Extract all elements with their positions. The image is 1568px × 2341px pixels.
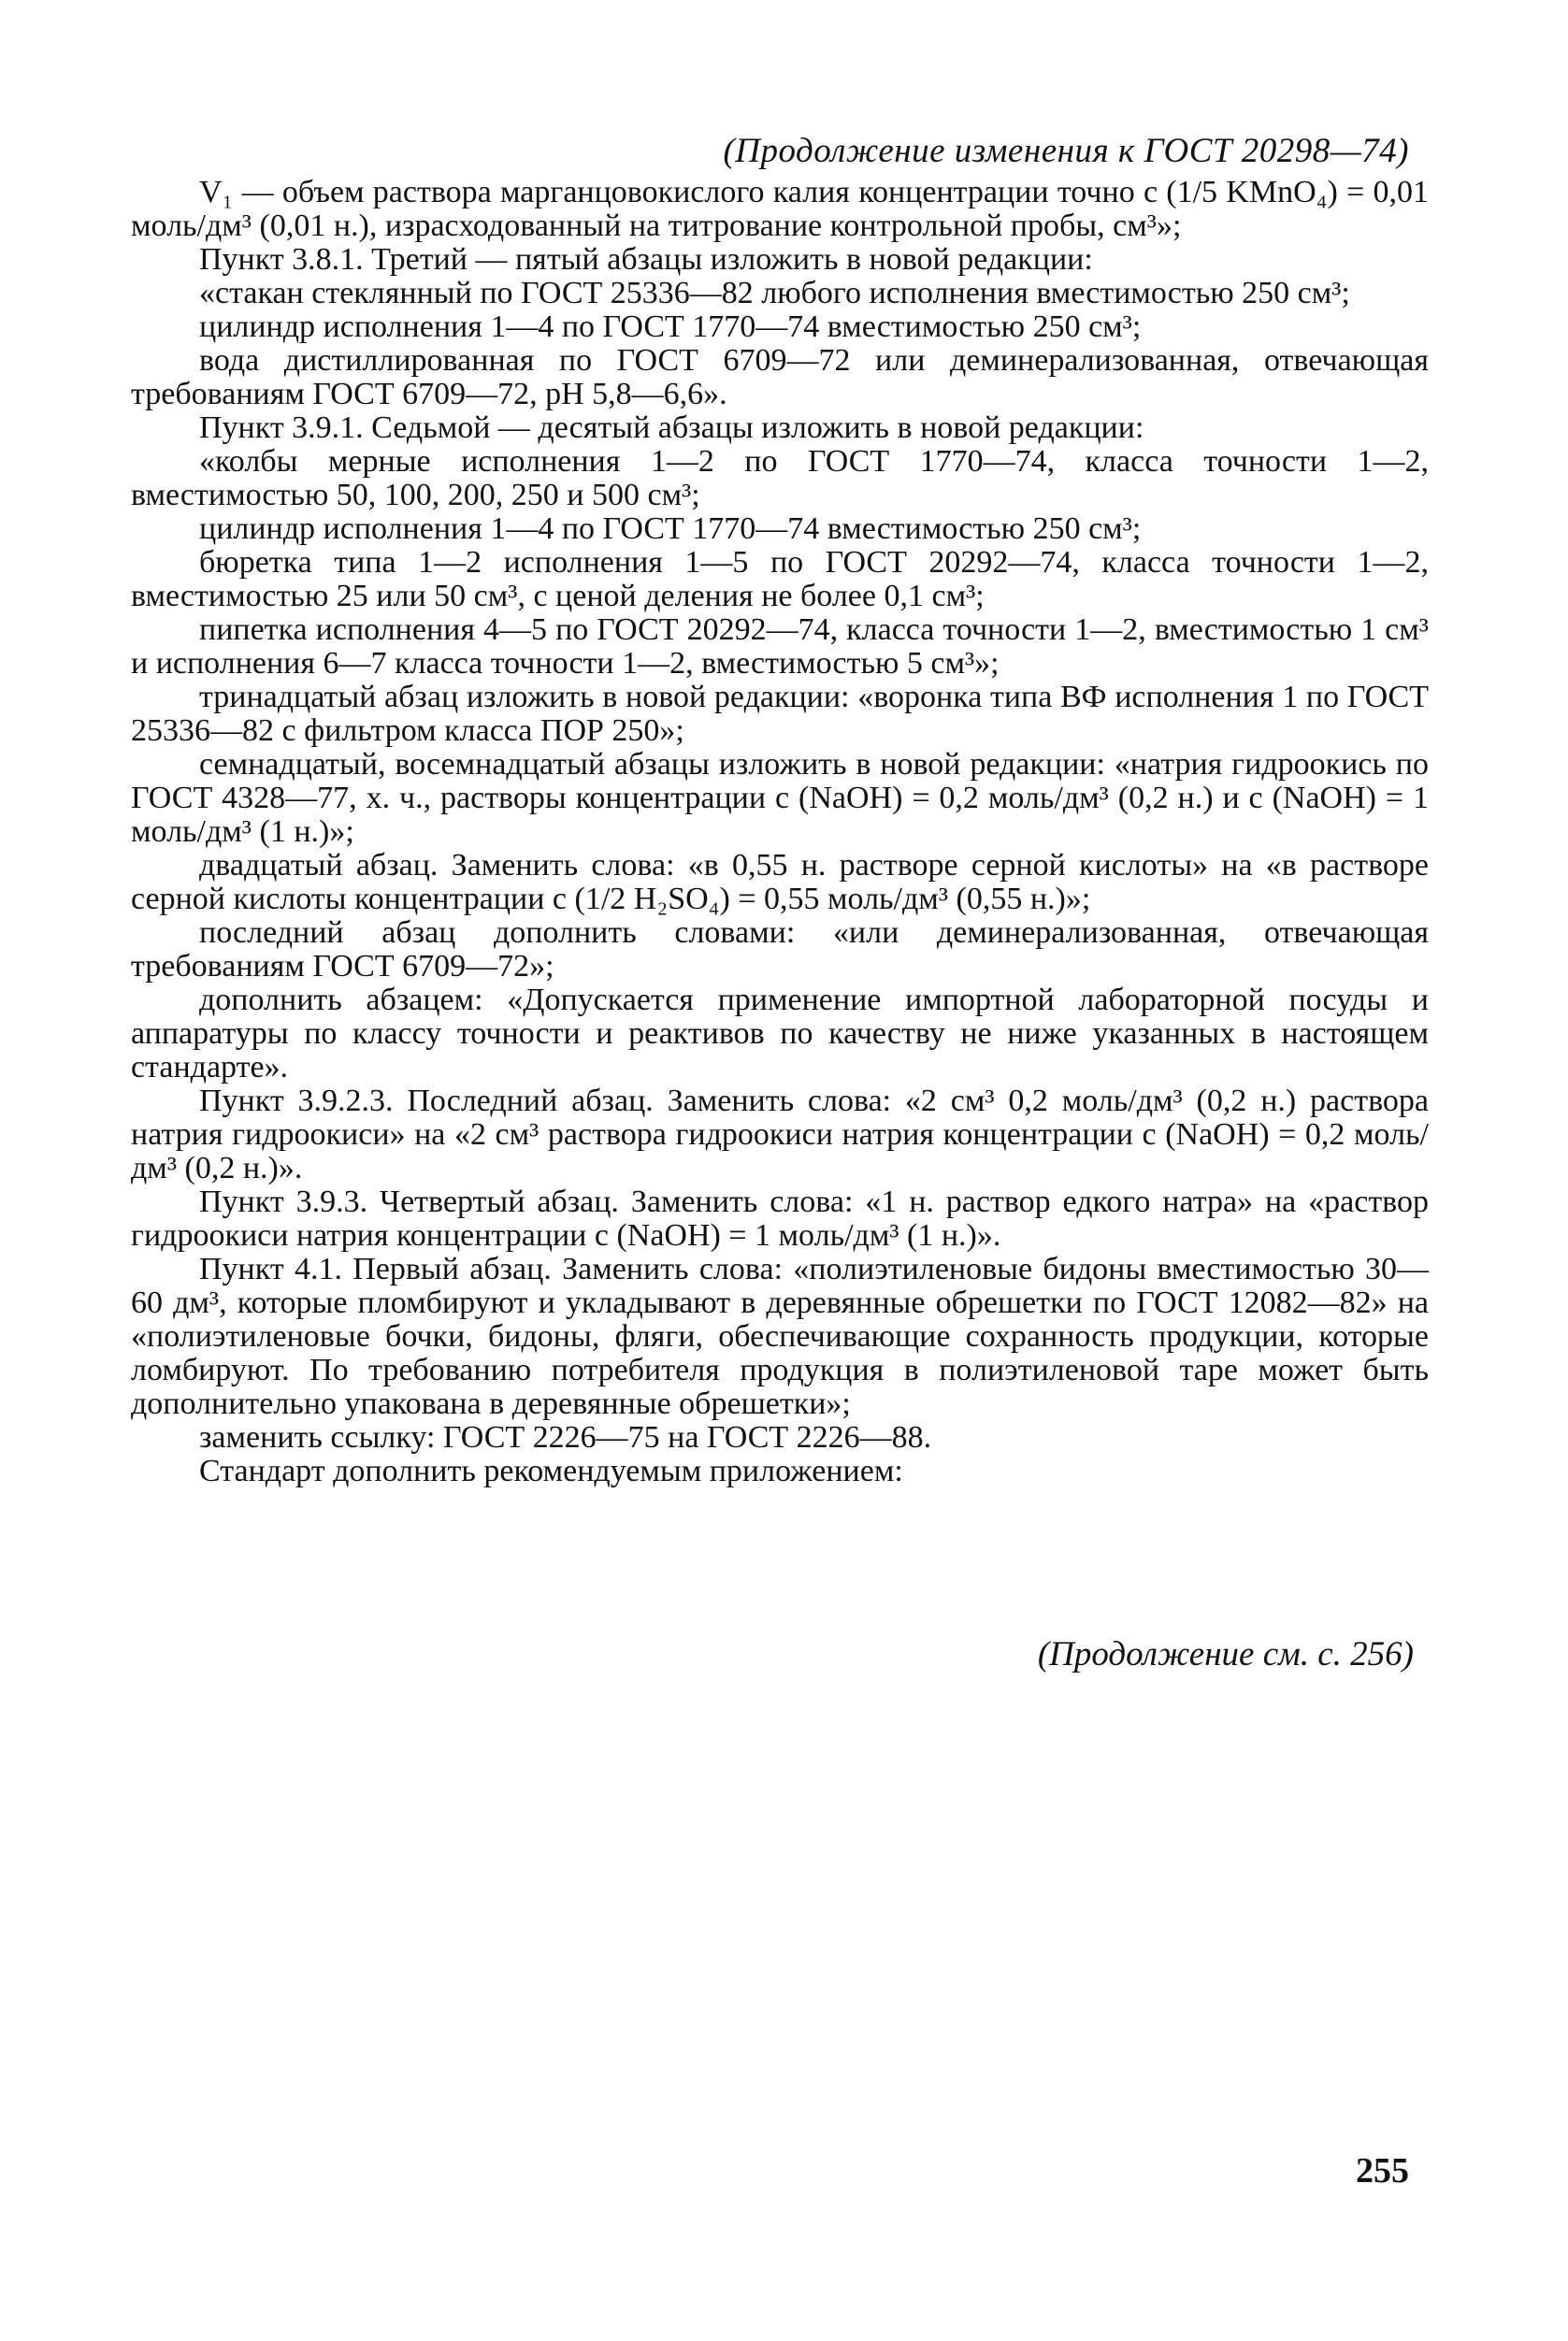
paragraph: Пункт 3.8.1. Третий — пятый абзацы изложить в новой редакции: <box>199 242 1093 277</box>
paragraph: бюретка типа 1—2 исполнения 1—5 по ГОСТ 20292—74, класса точности 1—2, вместимостью 25 или 50 см³, с ценой деления не более 0,1 см³; <box>131 545 1429 613</box>
continuation-note: (Продолжение см. с. 256) <box>1037 1635 1414 1673</box>
paragraph: цилиндр исполнения 1—4 по ГОСТ 1770—74 вместимостью 250 см³; <box>199 511 1142 546</box>
paragraph: Пункт 3.9.2.3. Последний абзац. Заменить слова: «2 см³ 0,2 моль/дм³ (0,2 н.) раствора натрия гидроокиси» на «2 см³ раствора гидроокиси натрия концентрации c (NaOH) = 0,2 моль/дм³ (0,2 н.)». <box>131 1084 1429 1185</box>
paragraph: Пункт 3.9.3. Четвертый абзац. Заменить слова: «1 н. раствор едкого натра» на «раствор гидроокиси натрия концентрации c (NaOH) = 1 моль/дм³ (1 н.)». <box>131 1185 1429 1253</box>
body-text <box>131 176 1429 1488</box>
paragraph: последний абзац дополнить словами: «или деминерализованная, отвечающая требованиям ГОСТ 6709—72»; <box>131 915 1429 984</box>
paragraph: «стакан стеклянный по ГОСТ 25336—82 любого исполнения вместимостью 250 см³; <box>199 276 1350 310</box>
paragraph: тринадцатый абзац изложить в новой редакции: «воронка типа ВФ исполнения 1 по ГОСТ 25336—82 с фильтром класса ПОР 250»; <box>131 680 1429 748</box>
paragraph: дополнить абзацем: «Допускается применение импортной лабораторной посуды и аппаратуры по классу точности и реактивов по качеству не ниже указанных в настоящем стандарте». <box>131 983 1429 1084</box>
paragraph: вода дистиллированная по ГОСТ 6709—72 или деминерализованная, отвечающая требованиям ГОСТ 6709—72, pH 5,8—6,6». <box>131 343 1429 411</box>
paragraph: Стандарт дополнить рекомендуемым приложением: <box>199 1454 903 1488</box>
page-number: 255 <box>1356 2151 1409 2190</box>
paragraph: V₁ — объем раствора марганцовокислого калия концентрации точно c (1/5 KMnO₄) = 0,01 моль/дм³ (0,01 н.), израсходованный на титрование контрольной пробы, см³»; <box>131 175 1429 243</box>
running-header: (Продолжение изменения к ГОСТ 20298—74) <box>723 132 1409 170</box>
paragraph: двадцатый абзац. Заменить слова: «в 0,55 н. растворе серной кислоты» на «в растворе серной кислоты концентрации c (1/2 H₂SO₄) = 0,55 моль/дм³ (0,55 н.)»; <box>131 848 1429 916</box>
paragraph: цилиндр исполнения 1—4 по ГОСТ 1770—74 вместимостью 250 см³; <box>199 309 1142 344</box>
paragraph: семнадцатый, восемнадцатый абзацы изложить в новой редакции: «натрия гидроокись по ГОСТ 4328—77, х. ч., растворы концентрации c (NaOH) = 0,2 моль/дм³ (0,2 н.) и c (NaOH) = 1 моль/дм³ (1 н.)»; <box>131 747 1429 849</box>
paragraph: Пункт 4.1. Первый абзац. Заменить слова: «полиэтиленовые бидоны вместимостью 30—60 дм³, которые пломбируют и укладывают в деревянные обрешетки по ГОСТ 12082—82» на «полиэтиленовые бочки, бидоны, фляги, обеспечивающие сохранность продукции, которые ломбируют. По требованию потребителя продукция в полиэтиленовой таре может быть дополнительно упакована в деревянные обрешетки»; <box>131 1252 1429 1421</box>
paragraph: пипетка исполнения 4—5 по ГОСТ 20292—74, класса точности 1—2, вместимостью 1 см³ и исполнения 6—7 класса точности 1—2, вместимостью 5 см³»; <box>131 612 1429 681</box>
paragraph: «колбы мерные исполнения 1—2 по ГОСТ 1770—74, класса точности 1—2, вместимостью 50, 100, 200, 250 и 500 см³; <box>131 444 1429 512</box>
paragraph: заменить ссылку: ГОСТ 2226—75 на ГОСТ 2226—88. <box>199 1420 932 1455</box>
paragraph: Пункт 3.9.1. Седьмой — десятый абзацы изложить в новой редакции: <box>199 410 1144 445</box>
